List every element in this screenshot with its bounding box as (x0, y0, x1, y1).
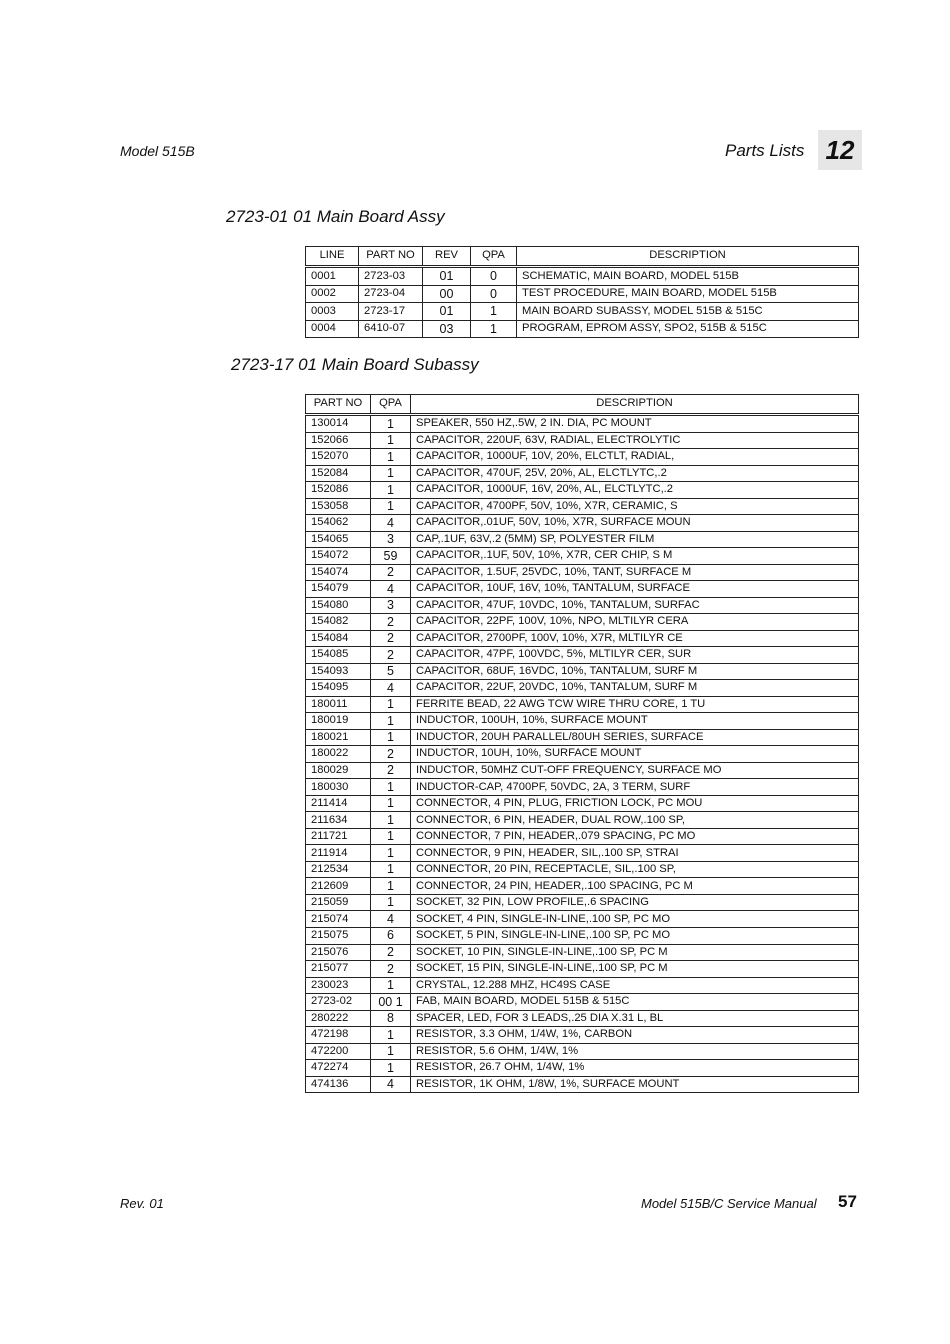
table-cell: 152084 (306, 465, 371, 482)
table-cell: 130014 (306, 415, 371, 433)
table-cell: 180011 (306, 696, 371, 713)
col-part-no-header: PART NO (359, 247, 423, 267)
table-cell: CAPACITOR, 22UF, 20VDC, 10%, TANTALUM, SURF M (411, 680, 859, 697)
table-cell: 1 (371, 795, 411, 812)
table-cell: 1 (371, 465, 411, 482)
table-row (306, 746, 859, 763)
table-row (306, 548, 859, 565)
table-cell: CAPACITOR, 22PF, 100V, 10%, NPO, MLTILYR CERA (411, 614, 859, 631)
table-cell: 2723-02 (306, 994, 371, 1011)
table-cell: 2 (371, 746, 411, 763)
table-row (306, 285, 859, 303)
table-cell: 2723-17 (359, 303, 423, 321)
table-cell: 1 (371, 696, 411, 713)
table-cell: 2 (371, 762, 411, 779)
table-cell: SPACER, LED, FOR 3 LEADS,.25 DIA X.31 L, BL (411, 1010, 859, 1027)
table-header-row (306, 395, 859, 415)
table-row (306, 680, 859, 697)
table-cell: 1 (371, 1027, 411, 1044)
table-cell: 03 (423, 320, 471, 338)
table-cell: SOCKET, 32 PIN, LOW PROFILE,.6 SPACING (411, 894, 859, 911)
table-cell: 8 (371, 1010, 411, 1027)
table-cell: 3 (371, 531, 411, 548)
table-cell: RESISTOR, 5.6 OHM, 1/4W, 1% (411, 1043, 859, 1060)
table-cell: 180021 (306, 729, 371, 746)
table-cell: INDUCTOR-CAP, 4700PF, 50VDC, 2A, 3 TERM, SURF (411, 779, 859, 796)
table-row (306, 432, 859, 449)
table-cell: CAPACITOR, 1000UF, 16V, 20%, AL, ELCTLYTC,.2 (411, 482, 859, 499)
table-cell: INDUCTOR, 100UH, 10%, SURFACE MOUNT (411, 713, 859, 730)
table-cell: 211914 (306, 845, 371, 862)
table-cell: MAIN BOARD SUBASSY, MODEL 515B & 515C (517, 303, 859, 321)
table-cell: 1 (371, 828, 411, 845)
table-cell: 280222 (306, 1010, 371, 1027)
table-cell: 2723-04 (359, 285, 423, 303)
main-board-subassy-table (305, 394, 859, 1093)
table-cell: 2 (371, 630, 411, 647)
table-cell: 4 (371, 680, 411, 697)
table-cell: CONNECTOR, 24 PIN, HEADER,.100 SPACING, PC M (411, 878, 859, 895)
table-cell: CAPACITOR, 470UF, 25V, 20%, AL, ELCTLYTC,.2 (411, 465, 859, 482)
table-cell: 1 (371, 977, 411, 994)
table-cell: 2 (371, 961, 411, 978)
table-row (306, 812, 859, 829)
table-cell: SOCKET, 5 PIN, SINGLE-IN-LINE,.100 SP, PC MO (411, 927, 859, 944)
table-row (306, 1043, 859, 1060)
table-cell: 1 (371, 878, 411, 895)
table-row (306, 597, 859, 614)
table-row (306, 531, 859, 548)
table-cell: 2 (371, 647, 411, 664)
table-cell: 153058 (306, 498, 371, 515)
table-cell: 154082 (306, 614, 371, 631)
footer-manual-title: Model 515B/C Service Manual (641, 1196, 817, 1211)
table-cell: SOCKET, 15 PIN, SINGLE-IN-LINE,.100 SP, PC M (411, 961, 859, 978)
table-cell: 2 (371, 944, 411, 961)
table-cell: 152086 (306, 482, 371, 499)
table-cell: 3 (371, 597, 411, 614)
table-cell: CAPACITOR, 47PF, 100VDC, 5%, MLTILYR CER, SUR (411, 647, 859, 664)
col-description-header: DESCRIPTION (517, 247, 859, 267)
table-cell: 1 (471, 303, 517, 321)
table-row (306, 779, 859, 796)
table-row (306, 696, 859, 713)
col-part-no-header: PART NO (306, 395, 371, 415)
table-cell: CAPACITOR, 1000UF, 10V, 20%, ELCTLT, RADIAL, (411, 449, 859, 466)
table-cell: 180030 (306, 779, 371, 796)
table-row (306, 663, 859, 680)
table-cell: 6 (371, 927, 411, 944)
table-cell: 154095 (306, 680, 371, 697)
table-row (306, 713, 859, 730)
table-cell: TEST PROCEDURE, MAIN BOARD, MODEL 515B (517, 285, 859, 303)
table-cell: INDUCTOR, 50MHZ CUT-OFF FREQUENCY, SURFACE MO (411, 762, 859, 779)
table-cell: 1 (371, 482, 411, 499)
table-row (306, 944, 859, 961)
table-cell: 2 (371, 614, 411, 631)
table-cell: CAPACITOR, 68UF, 16VDC, 10%, TANTALUM, SURF M (411, 663, 859, 680)
table-cell: 0003 (306, 303, 359, 321)
table-cell: CRYSTAL, 12.288 MHZ, HC49S CASE (411, 977, 859, 994)
table-cell: 4 (371, 911, 411, 928)
table-row (306, 894, 859, 911)
col-rev-header: REV (423, 247, 471, 267)
col-description-header: DESCRIPTION (411, 395, 859, 415)
table-cell: SOCKET, 10 PIN, SINGLE-IN-LINE,.100 SP, PC M (411, 944, 859, 961)
table-cell: INDUCTOR, 10UH, 10%, SURFACE MOUNT (411, 746, 859, 763)
table-cell: 1 (371, 713, 411, 730)
table-cell: 1 (371, 779, 411, 796)
table-cell: 1 (371, 432, 411, 449)
table-cell: 180019 (306, 713, 371, 730)
table-cell: 01 (423, 267, 471, 286)
table-cell: 0 (471, 285, 517, 303)
header-model: Model 515B (120, 143, 195, 159)
table-cell: PROGRAM, EPROM ASSY, SPO2, 515B & 515C (517, 320, 859, 338)
table-row (306, 927, 859, 944)
table-cell: 474136 (306, 1076, 371, 1093)
table-cell: 472274 (306, 1060, 371, 1077)
table-cell: CAP,.1UF, 63V,.2 (5MM) SP, POLYESTER FILM (411, 531, 859, 548)
table-cell: CONNECTOR, 20 PIN, RECEPTACLE, SIL,.100 SP, (411, 861, 859, 878)
table-cell: 2723-03 (359, 267, 423, 286)
table-row (306, 795, 859, 812)
footer-revision: Rev. 01 (120, 1196, 164, 1211)
table-cell: SOCKET, 4 PIN, SINGLE-IN-LINE,.100 SP, PC MO (411, 911, 859, 928)
page-number: 57 (838, 1192, 857, 1211)
table-row (306, 515, 859, 532)
table-row (306, 449, 859, 466)
table-cell: 154065 (306, 531, 371, 548)
table-cell: 154062 (306, 515, 371, 532)
main-board-assy-title: 2723-01 01 Main Board Assy (226, 207, 445, 226)
table-row (306, 614, 859, 631)
table-cell: CAPACITOR,.1UF, 50V, 10%, X7R, CER CHIP, S M (411, 548, 859, 565)
table-row (306, 647, 859, 664)
table-cell: 4 (371, 515, 411, 532)
table-row (306, 267, 859, 286)
table-cell: 472200 (306, 1043, 371, 1060)
table-cell: 0 (471, 267, 517, 286)
table-row (306, 878, 859, 895)
table-cell: 154093 (306, 663, 371, 680)
table-row (306, 1027, 859, 1044)
table-cell: 230023 (306, 977, 371, 994)
table-cell: 1 (371, 894, 411, 911)
table-cell: 1 (371, 1043, 411, 1060)
table-row (306, 465, 859, 482)
table-cell: 1 (371, 861, 411, 878)
table-row (306, 415, 859, 433)
table-row (306, 564, 859, 581)
table-cell: 215076 (306, 944, 371, 961)
table-cell: 154085 (306, 647, 371, 664)
table-cell: 1 (371, 415, 411, 433)
col-line-header: LINE (306, 247, 359, 267)
table-cell: SCHEMATIC, MAIN BOARD, MODEL 515B (517, 267, 859, 286)
table-cell: CONNECTOR, 7 PIN, HEADER,.079 SPACING, PC MO (411, 828, 859, 845)
main-board-assy-table (305, 246, 859, 338)
table-cell: 0002 (306, 285, 359, 303)
chapter-number: 12 (818, 130, 862, 170)
table-cell: 0001 (306, 267, 359, 286)
table-cell: 1 (371, 812, 411, 829)
table-cell: 215059 (306, 894, 371, 911)
table-cell: FAB, MAIN BOARD, MODEL 515B & 515C (411, 994, 859, 1011)
table-cell: 211634 (306, 812, 371, 829)
table-cell: 01 (423, 303, 471, 321)
table-cell: 1 (371, 1060, 411, 1077)
table-cell: RESISTOR, 3.3 OHM, 1/4W, 1%, CARBON (411, 1027, 859, 1044)
table-row (306, 828, 859, 845)
table-cell: 1 (371, 498, 411, 515)
table-cell: 59 (371, 548, 411, 565)
table-cell: INDUCTOR, 20UH PARALLEL/80UH SERIES, SURFACE (411, 729, 859, 746)
table-cell: 152066 (306, 432, 371, 449)
table-cell: 1 (371, 729, 411, 746)
table-row (306, 482, 859, 499)
table-cell: 1 (371, 845, 411, 862)
table-cell: CAPACITOR, 47UF, 10VDC, 10%, TANTALUM, SURFAC (411, 597, 859, 614)
table-row (306, 977, 859, 994)
table-cell: CONNECTOR, 9 PIN, HEADER, SIL,.100 SP, STRAI (411, 845, 859, 862)
table-cell: CAPACITOR,.01UF, 50V, 10%, X7R, SURFACE MOUN (411, 515, 859, 532)
table-row (306, 630, 859, 647)
table-cell: 180022 (306, 746, 371, 763)
table-row (306, 498, 859, 515)
table-cell: 180029 (306, 762, 371, 779)
table-cell: 212534 (306, 861, 371, 878)
table-cell: 472198 (306, 1027, 371, 1044)
table-cell: 212609 (306, 878, 371, 895)
table-cell: 215074 (306, 911, 371, 928)
table-cell: RESISTOR, 26.7 OHM, 1/4W, 1% (411, 1060, 859, 1077)
table-row (306, 861, 859, 878)
col-qpa-header: QPA (471, 247, 517, 267)
table-cell: SPEAKER, 550 HZ,.5W, 2 IN. DIA, PC MOUNT (411, 415, 859, 433)
table-cell: CAPACITOR, 10UF, 16V, 10%, TANTALUM, SURFACE (411, 581, 859, 598)
table-cell: 0004 (306, 320, 359, 338)
table-cell: CAPACITOR, 220UF, 63V, RADIAL, ELECTROLYTIC (411, 432, 859, 449)
col-qpa-header: QPA (371, 395, 411, 415)
table-row (306, 845, 859, 862)
table-cell: 154084 (306, 630, 371, 647)
table-cell: 154079 (306, 581, 371, 598)
table-row (306, 961, 859, 978)
table-cell: 152070 (306, 449, 371, 466)
table-cell: FERRITE BEAD, 22 AWG TCW WIRE THRU CORE, 1 TU (411, 696, 859, 713)
table-cell: 215077 (306, 961, 371, 978)
table-cell: 4 (371, 1076, 411, 1093)
table-cell: CAPACITOR, 2700PF, 100V, 10%, X7R, MLTILYR CE (411, 630, 859, 647)
table-cell: 1 (371, 449, 411, 466)
table-header-row (306, 247, 859, 267)
table-cell: 1 (471, 320, 517, 338)
table-cell: 211414 (306, 795, 371, 812)
table-row (306, 911, 859, 928)
table-row (306, 994, 859, 1011)
table-cell: 154072 (306, 548, 371, 565)
table-row (306, 581, 859, 598)
table-row (306, 1076, 859, 1093)
table-cell: RESISTOR, 1K OHM, 1/8W, 1%, SURFACE MOUNT (411, 1076, 859, 1093)
table-cell: 211721 (306, 828, 371, 845)
table-cell: CAPACITOR, 4700PF, 50V, 10%, X7R, CERAMIC, S (411, 498, 859, 515)
table-cell: 5 (371, 663, 411, 680)
table-row (306, 1060, 859, 1077)
table-cell: 00 1 (371, 994, 411, 1011)
table-cell: 154080 (306, 597, 371, 614)
table-cell: 00 (423, 285, 471, 303)
table-cell: 4 (371, 581, 411, 598)
table-cell: CAPACITOR, 1.5UF, 25VDC, 10%, TANT, SURFACE M (411, 564, 859, 581)
table-cell: 154074 (306, 564, 371, 581)
table-row (306, 729, 859, 746)
main-board-subassy-title: 2723-17 01 Main Board Subassy (231, 355, 479, 374)
table-row (306, 303, 859, 321)
table-cell: CONNECTOR, 4 PIN, PLUG, FRICTION LOCK, PC MOU (411, 795, 859, 812)
table-row (306, 1010, 859, 1027)
table-cell: 6410-07 (359, 320, 423, 338)
table-row (306, 762, 859, 779)
table-cell: 215075 (306, 927, 371, 944)
header-section-title: Parts Lists (725, 141, 805, 160)
table-row (306, 320, 859, 338)
table-cell: 2 (371, 564, 411, 581)
table-cell: CONNECTOR, 6 PIN, HEADER, DUAL ROW,.100 SP, (411, 812, 859, 829)
